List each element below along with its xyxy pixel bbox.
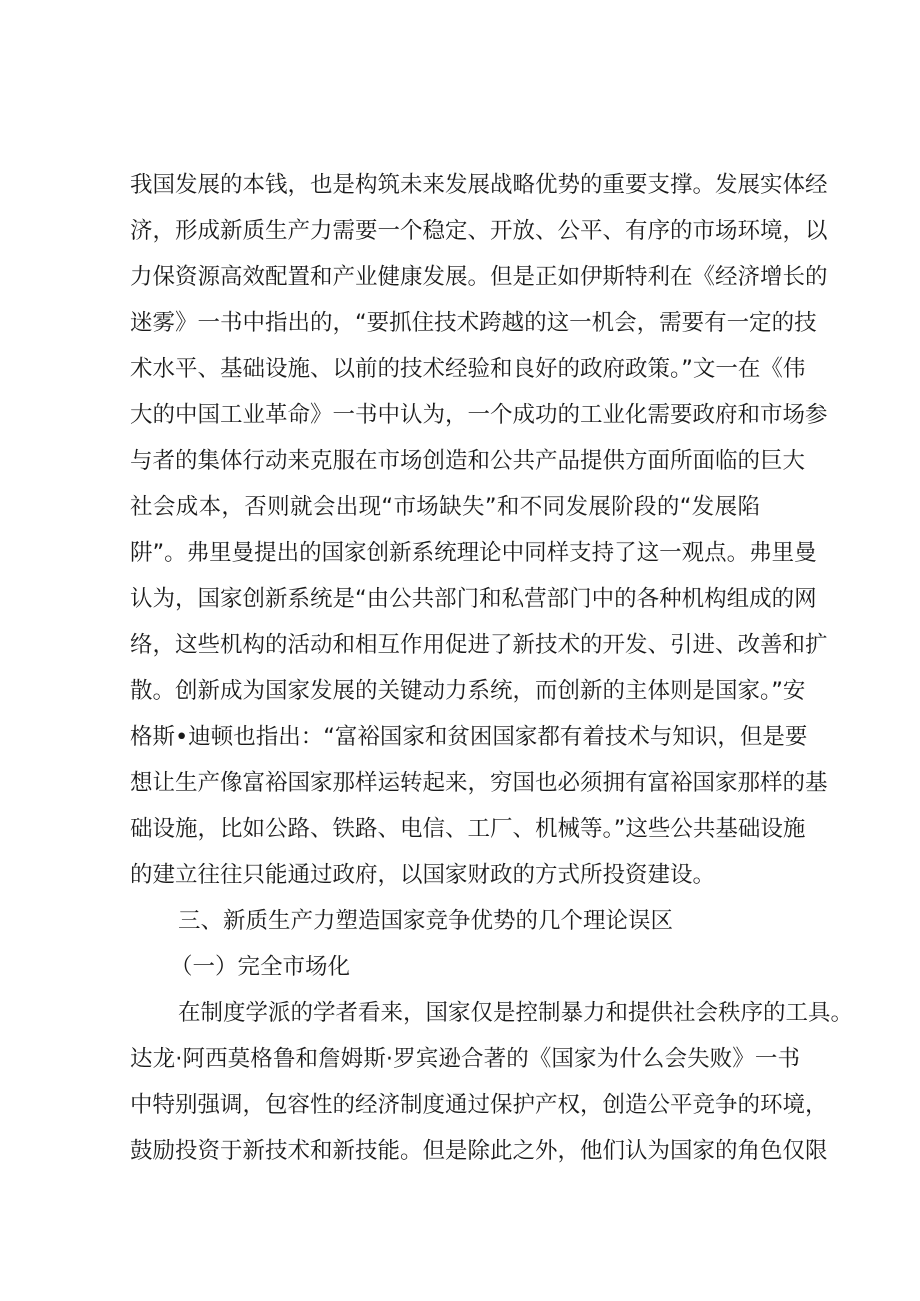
paragraph-1-line-2: 济，形成新质生产力需要一个稳定、开放、公平、有序的市场环境，以 xyxy=(130,218,828,244)
paragraph-2-line-1: 在制度学派的学者看来，国家仅是控制暴力和提供社会秩序的工具。 xyxy=(178,1000,854,1026)
paragraph-1-line-8: 社会成本，否则就会出现“市场缺失”和不同发展阶段的“发展陷 xyxy=(130,494,760,520)
paragraph-1-line-15: 础设施，比如公路、铁路、电信、工厂、机械等。”这些公共基础设施 xyxy=(130,816,806,842)
paragraph-2-line-4: 鼓励投资于新技术和新技能。但是除此之外，他们认为国家的角色仅限 xyxy=(130,1138,828,1164)
paragraph-1-line-14: 想让生产像富裕国家那样运转起来，穷国也必须拥有富裕国家那样的基 xyxy=(130,770,828,796)
paragraph-1-line-4: 迷雾》一书中指出的，“要抓住技术跨越的这一机会，需要有一定的技 xyxy=(130,310,817,336)
paragraph-1-line-12: 散。创新成为国家发展的关键动力系统，而创新的主体则是国家。”安 xyxy=(130,678,806,704)
paragraph-1-line-11: 络，这些机构的活动和相互作用促进了新技术的开发、引进、改善和扩 xyxy=(130,632,828,658)
paragraph-2-line-2: 达龙·阿西莫格鲁和詹姆斯·罗宾逊合著的《国家为什么会失败》一书 xyxy=(130,1046,800,1072)
paragraph-1-line-9: 阱”。弗里曼提出的国家创新系统理论中同样支持了这一观点。弗里曼 xyxy=(130,540,817,566)
paragraph-1-line-1: 我国发展的本钱，也是构筑未来发展战略优势的重要支撑。发展实体经 xyxy=(130,172,828,198)
subsection-heading: （一）完全市场化 xyxy=(170,954,351,980)
paragraph-2-line-3: 中特别强调，包容性的经济制度通过保护产权，创造公平竞争的环境， xyxy=(130,1092,828,1118)
paragraph-1-line-13: 格斯•迪顿也指出：“富裕国家和贫困国家都有着技术与知识，但是要 xyxy=(130,724,808,750)
paragraph-1-line-5: 术水平、基础设施、以前的技术经验和良好的政府政策。”文一在《伟 xyxy=(130,356,806,382)
paragraph-1-line-16: 的建立往往只能通过政府，以国家财政的方式所投资建设。 xyxy=(130,862,716,888)
paragraph-1-line-10: 认为，国家创新系统是“由公共部门和私营部门中的各种机构组成的网 xyxy=(130,586,817,612)
paragraph-1-line-7: 与者的集体行动来克服在市场创造和公共产品提供方面所面临的巨大 xyxy=(130,448,806,474)
section-heading: 三、新质生产力塑造国家竞争优势的几个理论误区 xyxy=(178,908,674,934)
paragraph-1-line-3: 力保资源高效配置和产业健康发展。但是正如伊斯特利在《经济增长的 xyxy=(130,264,828,290)
paragraph-1-line-6: 大的中国工业革命》一书中认为，一个成功的工业化需要政府和市场参 xyxy=(130,402,828,428)
